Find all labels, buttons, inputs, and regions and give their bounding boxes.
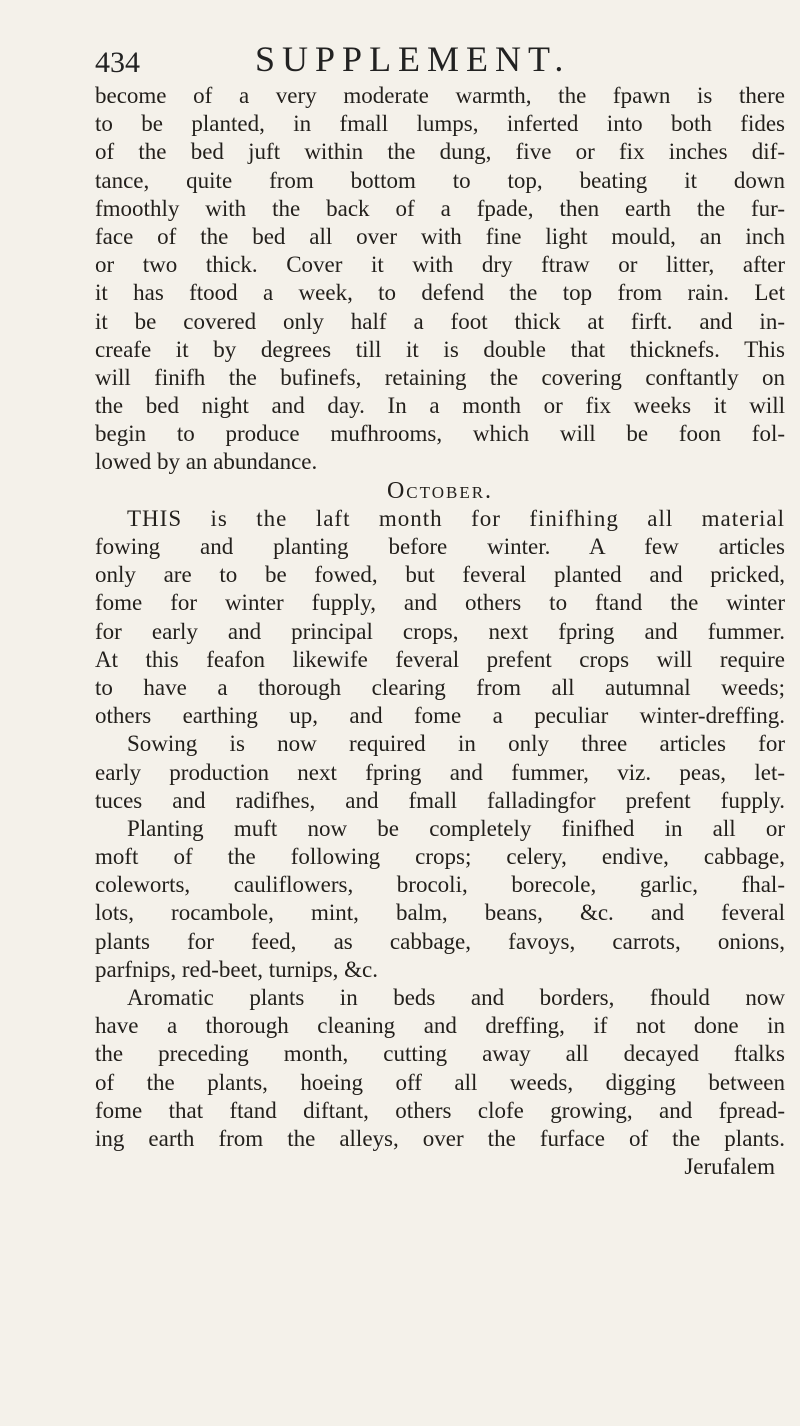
text-line: THIS is the laft month for finifhing all material: [127, 505, 785, 531]
text-line: creafe it by degrees till it is double that thicknefs. This: [95, 336, 785, 362]
text-line: begin to produce mufhrooms, which will be foon fol-: [95, 421, 785, 447]
text-line: become of a very moderate warmth, the fpawn is there: [95, 83, 785, 108]
text-line: will finifh the bufinefs, retaining the covering conftantly on: [95, 364, 785, 390]
page-number: 434: [95, 46, 140, 79]
text-line: early production next fpring and fummer, viz. peas, let-: [95, 759, 785, 785]
text-line: of the bed juft within the dung, five or fix inches dif-: [95, 139, 785, 165]
text-line: or two thick. Cover it with dry ftraw or litter, after: [95, 252, 785, 278]
text-line: Aromatic plants in beds and borders, fhould now: [127, 985, 785, 1010]
text-line: to have a thorough clearing from all autumnal weeds;: [95, 674, 785, 700]
text-line: only are to be fowed, but feveral planted and pricked,: [95, 562, 785, 588]
text-line: fmoothly with the back of a fpade, then earth the fur-: [95, 195, 785, 221]
text-line: Planting muft now be completely finifhed in all or: [127, 815, 785, 841]
text-line: coleworts, cauliflowers, brocoli, borecole, garlic, fhal-: [95, 872, 785, 898]
text-line: the preceding month, cutting away all decayed ftalks: [95, 1041, 785, 1067]
text-line: to be planted, in fmall lumps, inferted into both fides: [95, 111, 785, 137]
text-line: of the plants, hoeing off all weeds, digging between: [95, 1069, 785, 1095]
running-head: SUPPLEMENT.: [255, 39, 571, 79]
catchword: Jerufalem: [684, 1154, 775, 1180]
text-line: At this feafon likewife feveral prefent crops will require: [95, 646, 785, 672]
text-line: plants for feed, as cabbage, favoys, carrots, onions,: [95, 928, 785, 954]
text-line: lowed by an abundance.: [95, 449, 318, 475]
section-heading-october: October.: [386, 477, 494, 504]
text-line: moft of the following crops; celery, endive, cabbage,: [95, 844, 785, 870]
text-line: fowing and planting before winter. A few articles: [95, 534, 785, 559]
text-line: fome that ftand diftant, others clofe growing, and fpread-: [95, 1097, 785, 1123]
text-line: for early and principal crops, next fpring and fummer.: [95, 618, 785, 644]
text-line: ing earth from the alleys, over the furface of the plants.: [95, 1125, 785, 1151]
page-header: [95, 36, 795, 82]
text-line: fome for winter fupply, and others to ftand the winter: [95, 590, 785, 616]
text-line: the bed night and day. In a month or fix weeks it will: [95, 393, 785, 419]
page-body: [95, 82, 785, 1181]
text-line: tuces and radifhes, and fmall falladingfor prefent fupply.: [95, 787, 785, 813]
text-line: Sowing is now required in only three articles for: [127, 731, 785, 757]
text-line: tance, quite from bottom to top, beating it down: [95, 167, 785, 193]
text-line: have a thorough cleaning and dreffing, if not done in: [95, 1013, 785, 1039]
text-line: parfnips, red-beet, turnips, &c.: [95, 956, 378, 982]
text-line: it be covered only half a foot thick at firft. and in-: [95, 308, 785, 334]
text-line: lots, rocambole, mint, balm, beans, &c. and feveral: [95, 900, 785, 926]
text-line: face of the bed all over with fine light mould, an inch: [95, 223, 785, 249]
text-line: it has ftood a week, to defend the top from rain. Let: [95, 280, 785, 306]
text-line: others earthing up, and fome a peculiar winter-dreffing.: [95, 703, 785, 729]
